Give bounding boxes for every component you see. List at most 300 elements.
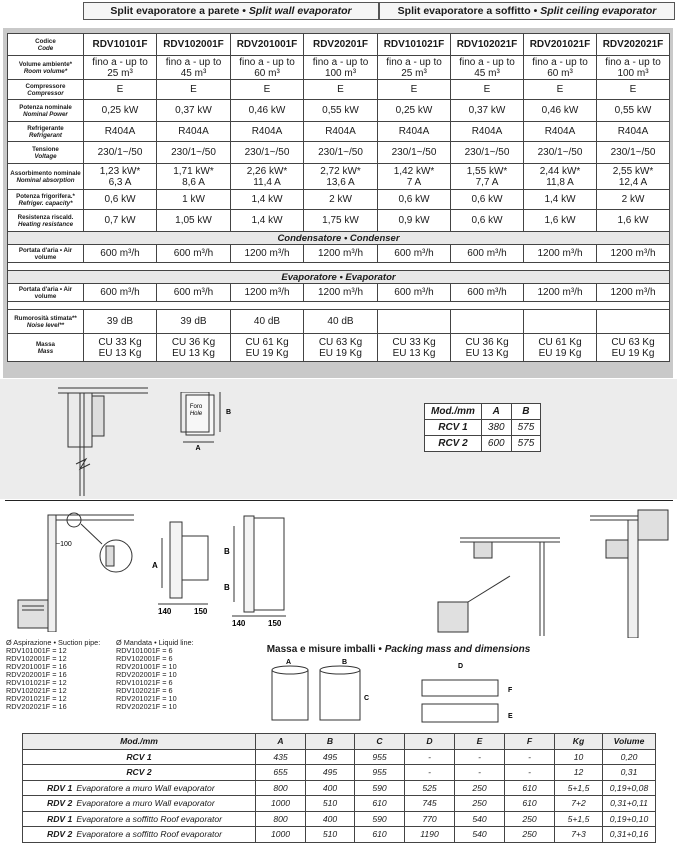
packing-value: - — [455, 765, 505, 781]
spec-value: 0,55 kW — [304, 100, 378, 122]
spec-value: 1,55 kW* 7,7 A — [451, 164, 524, 190]
liquid-title: Ø Mandata • Liquid line: — [116, 638, 194, 647]
pack-dim-b: B — [342, 659, 348, 666]
packing-value: 0,19+0,08 — [603, 780, 656, 796]
spacer-cell — [8, 263, 670, 271]
packing-model: RDV 1 — [47, 813, 73, 824]
row-label-it: Codice — [35, 37, 56, 45]
spec-value: 1,4 kW — [231, 210, 304, 232]
packing-model-cell: RCV 1 — [23, 749, 256, 765]
packing-value: - — [405, 765, 455, 781]
row-label-it: Resistenza riscald. — [17, 213, 74, 221]
table-row — [23, 827, 656, 843]
row-label-it: Portata d'aria • Air volume — [18, 246, 73, 261]
condensing-unit-install-drawing — [8, 510, 148, 632]
pack-dim-f: F — [508, 687, 513, 694]
spec-value: 1 kW — [157, 190, 231, 210]
table-row — [8, 190, 670, 210]
spec-value: 600 m³/h — [84, 245, 157, 263]
packing-model: RDV 2 — [47, 798, 73, 809]
spec-value: 1,42 kW* 7 A — [378, 164, 451, 190]
packing-model-desc: Evaporatore a muro Wall evaporator — [76, 782, 215, 793]
spec-value: fino a - up to 100 m³ — [597, 56, 670, 80]
spec-value: 1,75 kW — [304, 210, 378, 232]
wall-header-it: Split evaporatore a parete — [110, 5, 240, 17]
row-label-it: Tensione — [32, 145, 59, 153]
spec-value: 39 dB — [84, 310, 157, 334]
rcv-b: 575 — [511, 420, 541, 436]
spec-value: 1200 m³/h — [231, 245, 304, 263]
spec-value: 1,23 kW* 6,3 A — [84, 164, 157, 190]
spec-value: 40 dB — [231, 310, 304, 334]
pipe-size-item: RDV202001F = 10 — [116, 670, 177, 679]
spec-value: R404A — [597, 122, 670, 142]
row-label-it: Rumorosità stimata** — [14, 314, 77, 322]
header-strip — [83, 2, 675, 20]
spec-value: 0,46 kW — [231, 100, 304, 122]
bracket-dim-b-1: B — [224, 547, 230, 556]
packing-value: 435 — [256, 749, 306, 765]
row-label-en: Room volume* — [23, 67, 68, 75]
spec-value: CU 36 Kg EU 13 Kg — [157, 334, 231, 362]
packing-value: - — [455, 749, 505, 765]
spec-value: 1200 m³/h — [304, 245, 378, 263]
row-label-it: Massa — [36, 340, 55, 348]
spec-value: 0,55 kW — [597, 100, 670, 122]
spec-value: 2 kW — [597, 190, 670, 210]
ceiling-evaporator-install-drawing — [430, 506, 670, 638]
bracket-dim-a: A — [152, 561, 158, 570]
rcv-header-b: B — [511, 404, 541, 420]
spec-value: R404A — [378, 122, 451, 142]
table-row — [8, 100, 670, 122]
packing-model-cell — [23, 780, 256, 796]
rcv-b: 575 — [511, 436, 541, 452]
spec-value: E — [378, 80, 451, 100]
packing-value: 1190 — [405, 827, 455, 843]
packing-value: 250 — [505, 827, 555, 843]
table-row — [23, 765, 656, 781]
packing-table — [22, 733, 656, 843]
spec-value: CU 61 Kg EU 19 Kg — [524, 334, 597, 362]
evaporator-section-title: Evaporatore • Evaporator — [8, 271, 670, 284]
pack-dim-a: A — [286, 659, 292, 666]
packing-value: - — [505, 765, 555, 781]
packing-header-row — [23, 734, 656, 750]
packing-header-cell: C — [355, 734, 405, 750]
packing-header-cell: Mod./mm — [23, 734, 256, 750]
table-row — [23, 811, 656, 827]
packing-value: 800 — [256, 780, 306, 796]
packing-value: 0,20 — [603, 749, 656, 765]
spec-value: 0,25 kW — [378, 100, 451, 122]
suction-title: Ø Aspirazione • Suction pipe: — [6, 638, 101, 647]
spec-value: 230/1~/50 — [231, 142, 304, 164]
packing-box-drawings — [262, 656, 532, 732]
pack-dim-d: D — [458, 663, 464, 670]
spec-value: 39 dB — [157, 310, 231, 334]
spec-value: 2,26 kW* 11,4 A — [231, 164, 304, 190]
model-code: RDV202021F — [597, 34, 670, 56]
packing-value: - — [405, 749, 455, 765]
pipe-size-item: RDV101001F = 6 — [116, 646, 173, 655]
table-row — [8, 245, 670, 263]
spec-value: CU 63 Kg EU 19 Kg — [597, 334, 670, 362]
wall-header: Split evaporatore a parete • Split wall evaporator — [83, 2, 379, 20]
dim-140-label-2: 140 — [232, 619, 246, 628]
spec-value: 0,7 kW — [84, 210, 157, 232]
packing-model-desc: Evaporatore a muro Wall evaporator — [76, 798, 215, 809]
spec-value: fino a - up to 25 m³ — [378, 56, 451, 80]
hole-label-it: Foro — [189, 404, 203, 410]
spec-value: fino a - up to 100 m³ — [304, 56, 378, 80]
packing-value: 610 — [355, 827, 405, 843]
spec-value: fino a - up to 60 m³ — [524, 56, 597, 80]
wall-hole-drawing — [178, 392, 238, 454]
row-label — [8, 34, 84, 56]
spec-value: 1,6 kW — [524, 210, 597, 232]
spec-value: R404A — [451, 122, 524, 142]
pack-dim-c: C — [364, 695, 370, 702]
dim-150-label-2: 150 — [268, 619, 282, 628]
spec-value: 0,6 kW — [84, 190, 157, 210]
spec-value: R404A — [304, 122, 378, 142]
packing-value: 525 — [405, 780, 455, 796]
packing-value: 495 — [306, 749, 355, 765]
spec-value — [597, 310, 670, 334]
spec-value: 0,37 kW — [157, 100, 231, 122]
pipe-size-item: RDV101001F = 12 — [6, 646, 67, 655]
table-row — [8, 334, 670, 362]
packing-value: 540 — [455, 827, 505, 843]
spec-value: 230/1~/50 — [524, 142, 597, 164]
row-label-en: Mass — [37, 347, 54, 355]
spec-value: 0,46 kW — [524, 100, 597, 122]
pipe-size-item: RDV102001F = 6 — [116, 654, 173, 663]
table-row — [8, 122, 670, 142]
spec-value: E — [304, 80, 378, 100]
pipe-size-item: RDV102001F = 12 — [6, 654, 67, 663]
spec-value: 600 m³/h — [378, 284, 451, 302]
spec-value — [524, 310, 597, 334]
spec-value: 600 m³/h — [157, 284, 231, 302]
spec-value: R404A — [524, 122, 597, 142]
spec-value: fino a - up to 45 m³ — [157, 56, 231, 80]
spec-value: 600 m³/h — [378, 245, 451, 263]
row-label — [8, 334, 84, 362]
ceiling-header-it: Split evaporatore a soffitto — [397, 5, 531, 17]
packing-value: 0,31+0,11 — [603, 796, 656, 812]
row-label-en: Voltage — [34, 152, 57, 160]
hole-dim-a: A — [195, 445, 201, 452]
packing-model: RDV 2 — [47, 829, 73, 840]
packing-value: 250 — [455, 780, 505, 796]
row-label-en: Heating resistance — [17, 220, 74, 228]
spec-value: 0,25 kW — [84, 100, 157, 122]
row-label-it: Portata d'aria • Air volume — [18, 285, 73, 300]
packing-value: 955 — [355, 749, 405, 765]
row-label — [8, 100, 84, 122]
bracket-dim-b-2: B — [224, 583, 230, 592]
rcv-a: 600 — [481, 436, 511, 452]
packing-value: 10 — [555, 749, 603, 765]
packing-header-cell: A — [256, 734, 306, 750]
packing-model-cell — [23, 811, 256, 827]
hole-label-en: Hole — [189, 411, 203, 417]
row-label — [8, 56, 84, 80]
table-row — [23, 780, 656, 796]
spec-value: 2,44 kW* 11,8 A — [524, 164, 597, 190]
spec-value: 230/1~/50 — [378, 142, 451, 164]
rcv-dimensions-table — [424, 403, 541, 452]
row-label-it: Potenza frigorifera.* — [16, 192, 75, 200]
spec-value: 230/1~/50 — [304, 142, 378, 164]
model-code: RDV201021F — [524, 34, 597, 56]
spec-value: 1,71 kW* 8,6 A — [157, 164, 231, 190]
spec-value: 230/1~/50 — [451, 142, 524, 164]
table-row — [8, 56, 670, 80]
row-label — [8, 164, 84, 190]
packing-value: 1000 — [256, 796, 306, 812]
packing-value: 250 — [455, 796, 505, 812]
pipe-size-item: RDV201001F = 16 — [6, 662, 67, 671]
packing-header-cell: F — [505, 734, 555, 750]
pipe-size-item: RDV201021F = 12 — [6, 694, 67, 703]
packing-value: 7+2 — [555, 796, 603, 812]
spec-value — [451, 310, 524, 334]
section-divider — [5, 500, 673, 501]
row-label — [8, 122, 84, 142]
packing-value: 590 — [355, 780, 405, 796]
packing-value: 400 — [306, 780, 355, 796]
row-label-en: Refrigerant — [28, 131, 62, 139]
packing-model: RDV 1 — [47, 782, 73, 793]
row-label-en: Compressor — [27, 89, 64, 97]
row-label-en: Refriger. capacity* — [18, 199, 73, 207]
spacer-row — [8, 302, 670, 310]
dim-150-label: 150 — [194, 607, 208, 616]
packing-value: 510 — [306, 796, 355, 812]
spec-value: fino a - up to 60 m³ — [231, 56, 304, 80]
pipe-size-item: RDV101021F = 6 — [116, 678, 173, 687]
packing-value: 12 — [555, 765, 603, 781]
spec-value: E — [451, 80, 524, 100]
spec-value: R404A — [157, 122, 231, 142]
pipe-size-item: RDV201001F = 10 — [116, 662, 177, 671]
model-code: RDV102021F — [451, 34, 524, 56]
row-label — [8, 284, 84, 302]
spec-value: 600 m³/h — [157, 245, 231, 263]
rcv-model: RCV 1 — [425, 420, 482, 436]
spec-value: R404A — [231, 122, 304, 142]
spec-value: fino a - up to 45 m³ — [451, 56, 524, 80]
spec-value: CU 36 Kg EU 13 Kg — [451, 334, 524, 362]
spec-value: 0,37 kW — [451, 100, 524, 122]
packing-model-cell: RCV 2 — [23, 765, 256, 781]
row-label-it: Potenza nominale — [19, 103, 72, 111]
packing-value: 0,19+0,10 — [603, 811, 656, 827]
packing-value: 610 — [355, 796, 405, 812]
spec-value: CU 61 Kg EU 19 Kg — [231, 334, 304, 362]
spec-value: 1200 m³/h — [524, 245, 597, 263]
table-row — [8, 164, 670, 190]
spec-value: 230/1~/50 — [84, 142, 157, 164]
rcv-model: RCV 2 — [425, 436, 482, 452]
row-label — [8, 310, 84, 334]
spec-value — [378, 310, 451, 334]
spec-value: 1,6 kW — [597, 210, 670, 232]
packing-value: 540 — [455, 811, 505, 827]
spec-value: 2,72 kW* 13,6 A — [304, 164, 378, 190]
spacer-row — [8, 263, 670, 271]
spec-value: 40 dB — [304, 310, 378, 334]
pipe-size-item: RDV102021F = 6 — [116, 686, 173, 695]
packing-value: 610 — [505, 796, 555, 812]
pipe-size-item: RDV101021F = 12 — [6, 678, 67, 687]
table-row — [8, 284, 670, 302]
row-label — [8, 210, 84, 232]
row-label-en: Code — [37, 44, 54, 52]
spec-value: 230/1~/50 — [157, 142, 231, 164]
packing-value: 495 — [306, 765, 355, 781]
spec-value: CU 63 Kg EU 19 Kg — [304, 334, 378, 362]
packing-value: 1000 — [256, 827, 306, 843]
spec-value: R404A — [84, 122, 157, 142]
rcv-a: 380 — [481, 420, 511, 436]
table-row — [8, 142, 670, 164]
packing-title-it: Massa e misure imballi — [266, 644, 376, 655]
pipe-size-item: RDV202021F = 16 — [6, 702, 67, 711]
packing-value: 510 — [306, 827, 355, 843]
spec-value: 0,6 kW — [451, 190, 524, 210]
spec-value: 1,4 kW — [524, 190, 597, 210]
wall-header-en: Split wall evaporator — [248, 5, 352, 17]
packing-value: - — [505, 749, 555, 765]
packing-model-desc: Evaporatore a soffitto Roof evaporator — [76, 813, 223, 824]
spec-value: 1200 m³/h — [231, 284, 304, 302]
spec-value: E — [231, 80, 304, 100]
spec-table — [7, 33, 670, 362]
spec-value: CU 33 Kg EU 13 Kg — [378, 334, 451, 362]
ceiling-header-en: Split ceiling evaporator — [540, 5, 657, 17]
spec-value: 1,05 kW — [157, 210, 231, 232]
spec-value: 0,6 kW — [378, 190, 451, 210]
model-code: RDV201001F — [231, 34, 304, 56]
pipe-size-item: RDV202001F = 16 — [6, 670, 67, 679]
packing-value: 770 — [405, 811, 455, 827]
rcv-table-header — [425, 404, 541, 420]
packing-header-cell: B — [306, 734, 355, 750]
spec-value: 0,6 kW — [451, 210, 524, 232]
pack-dim-e: E — [508, 713, 513, 720]
row-label-en: Noise level** — [26, 321, 65, 329]
packing-value: 655 — [256, 765, 306, 781]
model-code: RDV102001F — [157, 34, 231, 56]
bracket-dimension-drawing-2 — [220, 512, 300, 630]
spec-section — [0, 0, 677, 379]
packing-value: 5+1,5 — [555, 811, 603, 827]
spec-value: 2,55 kW* 12,4 A — [597, 164, 670, 190]
rcv-header-mod: Mod./mm — [425, 404, 482, 420]
packing-model-cell — [23, 796, 256, 812]
dim-140-label: 140 — [158, 607, 172, 616]
packing-model-cell — [23, 827, 256, 843]
packing-value: 955 — [355, 765, 405, 781]
spec-value: 1200 m³/h — [304, 284, 378, 302]
packing-header-cell: D — [405, 734, 455, 750]
spec-value: 1200 m³/h — [597, 245, 670, 263]
row-label — [8, 80, 84, 100]
rcv-header-a: A — [481, 404, 511, 420]
spacer-cell — [8, 302, 670, 310]
row-label — [8, 245, 84, 263]
row-label — [8, 142, 84, 164]
spec-value: 2 kW — [304, 190, 378, 210]
spec-value: 1200 m³/h — [597, 284, 670, 302]
table-row — [8, 80, 670, 100]
spec-value: E — [597, 80, 670, 100]
model-code: RDV101021F — [378, 34, 451, 56]
model-code: RDV20201F — [304, 34, 378, 56]
codes-row — [8, 34, 670, 56]
spec-value: 0,9 kW — [378, 210, 451, 232]
table-row — [23, 749, 656, 765]
packing-value: 5+1,5 — [555, 780, 603, 796]
spec-value: 600 m³/h — [451, 245, 524, 263]
packing-title-en: Packing mass and dimensions — [384, 644, 531, 655]
packing-value: 400 — [306, 811, 355, 827]
row-label-it: Assorbimento nominale — [10, 169, 81, 177]
packing-value: 800 — [256, 811, 306, 827]
table-row — [8, 310, 670, 334]
packing-value: 0,31+0,16 — [603, 827, 656, 843]
spec-value: 600 m³/h — [84, 284, 157, 302]
condenser-section — [8, 232, 670, 245]
spec-value: 230/1~/50 — [597, 142, 670, 164]
spec-value: E — [84, 80, 157, 100]
spec-value: fino a - up to 25 m³ — [84, 56, 157, 80]
spec-value: 1,4 kW — [231, 190, 304, 210]
pipe-size-item: RDV202021F = 10 — [116, 702, 177, 711]
table-row — [425, 420, 541, 436]
spec-table-frame — [3, 28, 673, 378]
row-label-it: Volume ambiente* — [18, 60, 73, 68]
row-label — [8, 190, 84, 210]
bracket-dimension-drawing-1 — [150, 518, 220, 618]
row-label-en: Nominal Power — [23, 110, 68, 118]
dim-100-label: ~100 — [56, 541, 72, 548]
wall-evaporator-side-drawing — [40, 384, 150, 496]
packing-title: Massa e misure imballi • Packing mass and dimensions — [266, 644, 531, 655]
table-row — [8, 210, 670, 232]
row-label-en: Nominal absorption — [16, 176, 75, 184]
packing-header-cell: Kg — [555, 734, 603, 750]
packing-value: 250 — [505, 811, 555, 827]
pipe-size-item: RDV102021F = 12 — [6, 686, 67, 695]
ceiling-header: Split evaporatore a soffitto • Split ceiling evaporator — [379, 2, 675, 20]
packing-header-cell: E — [455, 734, 505, 750]
packing-model-desc: Evaporatore a soffitto Roof evaporator — [76, 829, 223, 840]
spec-value: 600 m³/h — [451, 284, 524, 302]
spec-value: E — [524, 80, 597, 100]
packing-value: 745 — [405, 796, 455, 812]
packing-value: 7+3 — [555, 827, 603, 843]
spec-value: E — [157, 80, 231, 100]
evaporator-section — [8, 271, 670, 284]
hole-dim-b: B — [226, 409, 232, 416]
row-label-it: Refrigerante — [27, 124, 64, 132]
packing-value: 610 — [505, 780, 555, 796]
